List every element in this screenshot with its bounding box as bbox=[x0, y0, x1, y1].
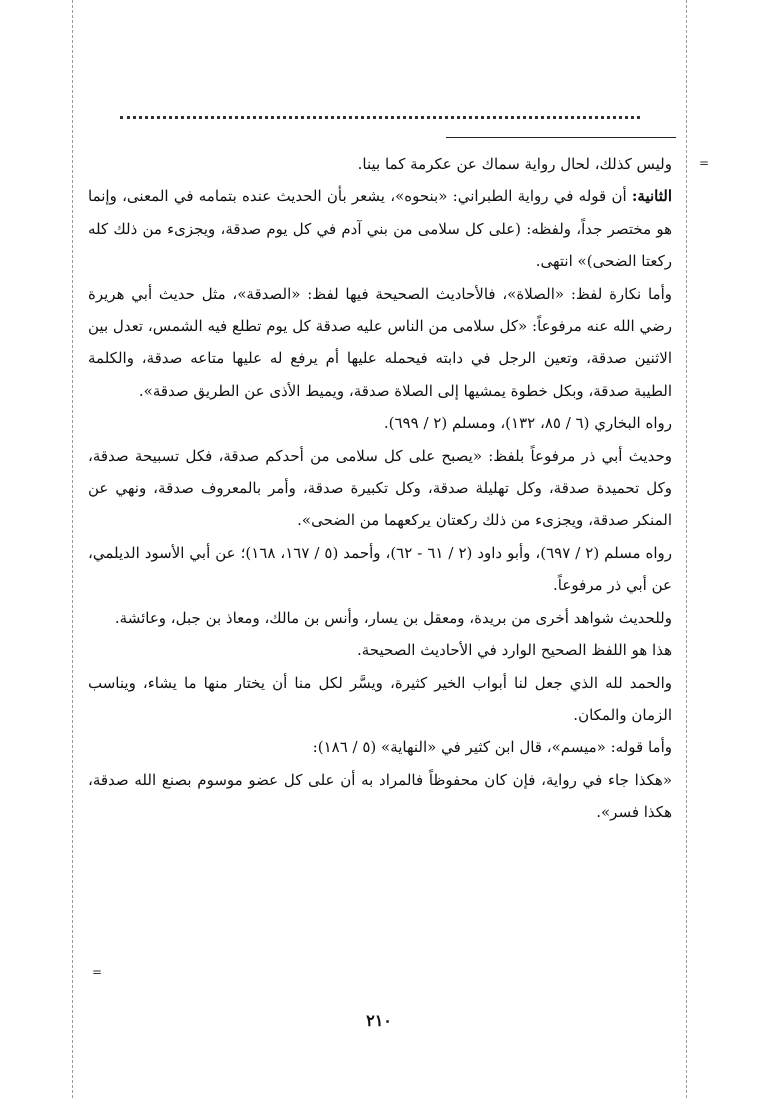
header-rule bbox=[446, 137, 676, 138]
left-binding-line bbox=[72, 0, 73, 1098]
right-binding-line bbox=[686, 0, 687, 1098]
margin-mark-top: = bbox=[699, 156, 710, 170]
paragraph: الثانية: أن قوله في رواية الطبراني: «بنحوه»، يشعر بأن الحديث عنده بتمامه في المعنى، وإنما هو مختصر جداً، ولفظه: (على كل سلامى من بني آدم في كل يوم صدقة، ويجزىء من ذلك كله ركعتا الضحى)» انتهى. bbox=[88, 187, 672, 271]
paragraph: وللحديث شواهد أخرى من بريدة، ومعقل بن يسار، وأنس بن مالك، ومعاذ بن جبل، وعائشة. bbox=[114, 608, 672, 627]
paragraph: والحمد لله الذي جعل لنا أبواب الخير كثيرة، ويسَّر لكل منا أن يختار منها ما يشاء، ويناسب الزمان والمكان. bbox=[88, 673, 672, 724]
page-number: ٢١٠ bbox=[366, 1011, 392, 1030]
paragraph-lead: الثانية: bbox=[631, 187, 672, 206]
margin-mark-bottom: = bbox=[92, 965, 103, 979]
paragraph: رواه مسلم (٢ / ٦٩٧)، وأبو داود (٢ / ٦١ - ٦٢)، وأحمد (٥ / ١٦٧، ١٦٨)؛ عن أبي الأسود الديلمي، عن أبي ذر مرفوعاً. bbox=[88, 543, 672, 595]
dotted-header-rule bbox=[120, 116, 640, 119]
paragraph: وليس كذلك، لحال رواية سماك عن عكرمة كما بينا. bbox=[357, 155, 672, 173]
paragraph: وأما نكارة لفظ: «الصلاة»، فالأحاديث الصحيحة فيها لفظ: «الصدقة»، مثل حديث أبي هريرة رضي الله عنه مرفوعاً: «كل سلامى من الناس عليه صدقة كل يوم تطلع فيه الشمس، تعدل بين الاثنين صدقة، وتعين الرجل في دابته فيحمله عليها أم يرفع له عليها متاعه صدقة، والكلمة الطيبة صدقة، وبكل خطوة يمشيها إلى الصلاة صدقة، ويميط الأذى عن الطريق صدقة». bbox=[88, 284, 672, 400]
paragraph: هذا هو اللفظ الصحيح الوارد في الأحاديث الصحيحة. bbox=[357, 641, 672, 660]
paragraph: وأما قوله: «ميسم»، قال ابن كثير في «النهاية» (٥ / ١٨٦): bbox=[312, 738, 672, 757]
page-text bbox=[88, 148, 672, 829]
paragraph: رواه البخاري (٦ / ٨٥، ١٣٢)، ومسلم (٢ / ٦٩٩). bbox=[383, 414, 672, 433]
paragraph: «هكذا جاء في رواية، فإن كان محفوظاً فالمراد به أن على كل عضو موسوم بصنع الله صدقة، هكذا فسر». bbox=[88, 770, 672, 822]
paragraph: وحديث أبي ذر مرفوعاً بلفظ: «يصبح على كل سلامى من أحدكم صدقة، فكل تسبيحة صدقة، وكل تحميدة صدقة، وكل تهليلة صدقة، وكل تكبيرة صدقة، وأمر بالمعروف صدقة، ونهي عن المنكر صدقة، ويجزىء من ذلك ركعتان يركعهما من الضحى». bbox=[88, 446, 672, 530]
